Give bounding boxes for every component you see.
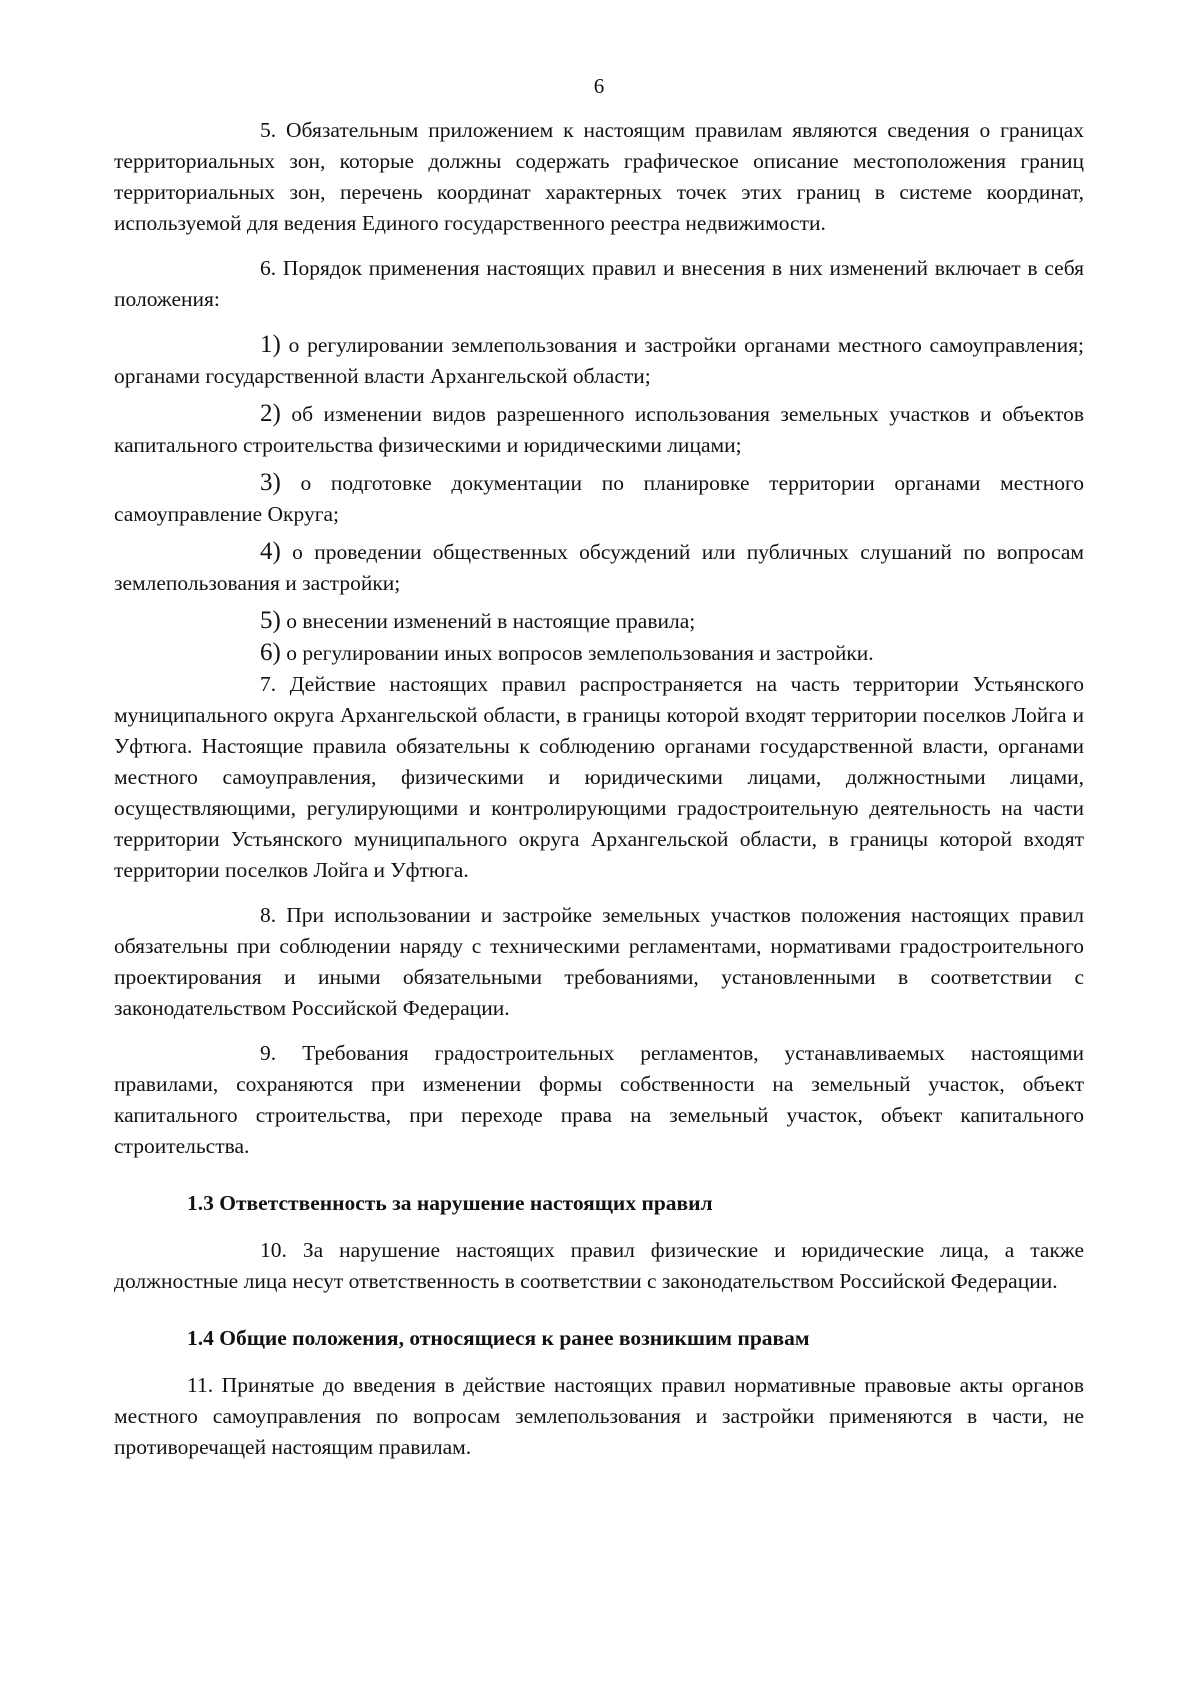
list-number: 6) — [260, 639, 281, 666]
paragraph-text: Действие настоящих правил распространяется на часть территории Устьянского муниципального округа Архангельской области, в границы которой входят территории поселков Лойга и Уфтюга. Настоящие правила обязательны к соблюдению органами государственной власти, органами местного самоуправления, физическими и юридическими лицами, должностными лицами, осуществляющими, регулирующими и контролирующими градостроительную деятельность на части территории Устьянского муниципального округа Архангельской области, в границы которой входят территории поселков Лойга и Уфтюга. — [114, 672, 1084, 882]
document-page — [114, 0, 1084, 1697]
section-heading-1-4: 1.4 Общие положения, относящиеся к ранее возникшим правам — [187, 1326, 810, 1350]
paragraph-5 — [114, 115, 1084, 239]
paragraph-number: 7. — [260, 672, 277, 696]
paragraph-9 — [114, 1038, 1084, 1162]
paragraph-10 — [114, 1235, 1084, 1297]
paragraph-text: За нарушение настоящих правил физические и юридические лица, а также должностные лица несут ответственность в соответствии с законодательством Российской Федерации. — [114, 1238, 1085, 1293]
list-text: о регулировании иных вопросов землепользования и застройки. — [286, 641, 874, 665]
list-number: 2) — [260, 400, 281, 427]
list-text: об изменении видов разрешенного использования земельных участков и объектов капитального строительства физическими и юридическими лицами; — [114, 402, 1085, 457]
paragraph-number: 8. — [260, 903, 277, 927]
paragraph-8 — [114, 900, 1084, 1024]
paragraph-number: 11. — [187, 1373, 214, 1397]
paragraph-number: 9. — [260, 1041, 277, 1065]
paragraph-text: При использовании и застройке земельных участков положения настоящих правил обязательны при соблюдении наряду с техническими регламентами, нормативами градостроительного проектирования и иными обязательными требованиями, установленными в соответствии с законодательством Российской Федерации. — [114, 903, 1084, 1020]
list-item-5 — [114, 605, 1084, 637]
paragraph-text: Требования градостроительных регламентов, устанавливаемых настоящими правилами, сохраняются при изменении формы собственности на земельный участок, объект капитального строительства, при переходе права на земельный участок, объект капитального строительства. — [114, 1041, 1085, 1158]
list-number: 4) — [260, 538, 281, 565]
list-text: о внесении изменений в настоящие правила; — [286, 609, 696, 633]
list-item-1 — [114, 329, 1084, 392]
paragraph-text: Порядок применения настоящих правил и внесения в них изменений включает в себя положения: — [114, 256, 1084, 311]
list-item-2 — [114, 398, 1084, 461]
list-number: 3) — [260, 469, 281, 496]
list-item-6 — [114, 637, 1084, 669]
list-item-3 — [114, 467, 1084, 530]
paragraph-number: 10. — [260, 1238, 287, 1262]
page-number: 6 — [593, 74, 605, 98]
section-heading-1-3: 1.3 Ответственность за нарушение настоящих правил — [187, 1191, 713, 1215]
list-item-4 — [114, 536, 1084, 599]
paragraph-text: Принятые до введения в действие настоящих правил нормативные правовые акты органов местного самоуправления по вопросам землепользования и застройки применяются в части, не противоречащей настоящим правилам. — [114, 1373, 1084, 1459]
paragraph-number: 5. — [260, 118, 277, 142]
paragraph-11 — [114, 1370, 1084, 1463]
list-text: о регулировании землепользования и застройки органами местного самоуправления; органами государственной власти Архангельской области; — [114, 333, 1085, 388]
paragraph-text: Обязательным приложением к настоящим правилам являются сведения о границах территориальных зон, которые должны содержать графическое описание местоположения границ территориальных зон, перечень координат характерных точек этих границ в системе координат, используемой для ведения Единого государственного реестра недвижимости. — [114, 118, 1085, 235]
list-text: о подготовке документации по планировке территории органами местного самоуправление Округа; — [114, 471, 1084, 526]
list-number: 1) — [260, 331, 281, 358]
list-text: о проведении общественных обсуждений или публичных слушаний по вопросам землепользования и застройки; — [114, 540, 1084, 595]
paragraph-7 — [114, 669, 1084, 886]
paragraph-6 — [114, 253, 1084, 315]
list-number: 5) — [260, 607, 281, 634]
paragraph-number: 6. — [260, 256, 277, 280]
document-body — [114, 115, 1084, 1463]
